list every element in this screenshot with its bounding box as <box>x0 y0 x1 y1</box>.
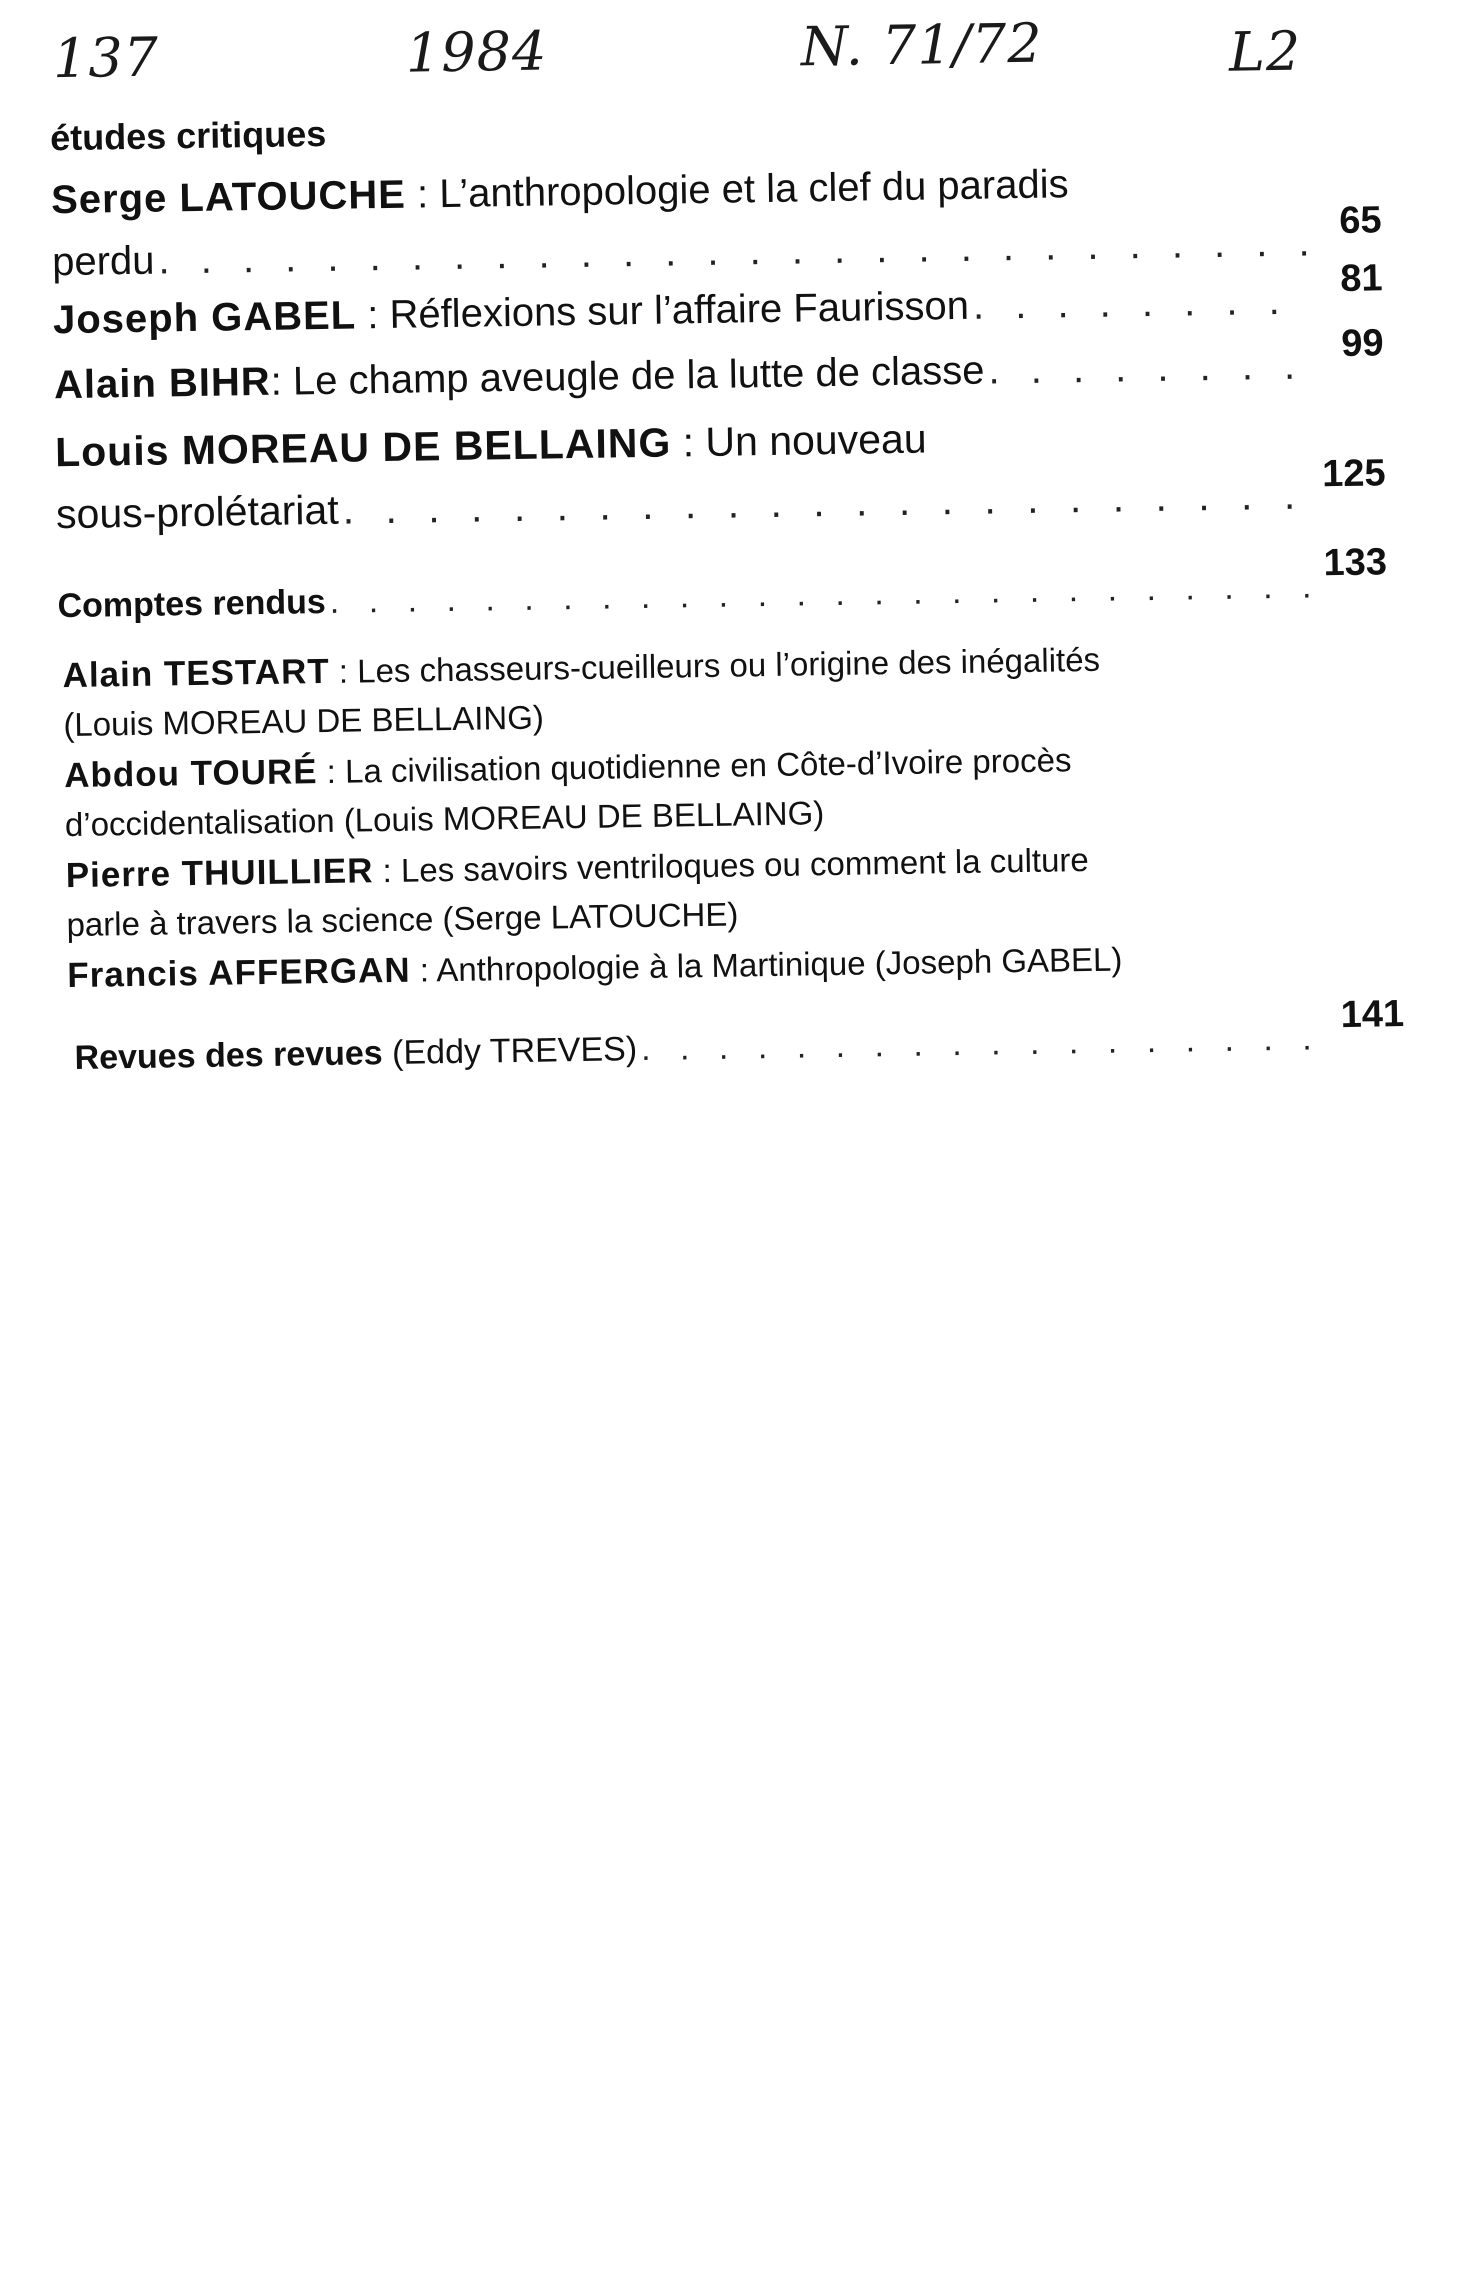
toc-text <box>74 1021 637 1086</box>
review-title: La civilisation quotidienne en Côte-d’Ivoire procès <box>344 741 1072 790</box>
toc-line <box>57 541 1388 634</box>
author-name: Joseph GABEL <box>52 293 357 343</box>
author-name: Abdou TOURÉ <box>63 752 318 796</box>
review-line: parle à travers la science (Serge LATOUCHE) <box>66 895 739 944</box>
author-name: Alain BIHR <box>53 359 272 408</box>
toc-text: Alain BIHR: Le champ aveugle de la lutte de classe <box>53 348 985 408</box>
review-title: Anthropologie à la Martinique (Joseph GABEL) <box>436 940 1123 989</box>
dot-leader <box>329 558 1313 629</box>
review-item <box>64 732 1265 849</box>
review-title: Les savoirs ventriloques ou comment la culture <box>400 841 1090 889</box>
handwritten-year: 1984 <box>405 19 548 85</box>
page-number: 125 <box>1321 452 1386 496</box>
article-title: L’anthropologie et la clef du paradis <box>438 162 1069 217</box>
handwritten-number: 137 <box>52 25 160 91</box>
article-title: Le champ aveugle de la lutte de classe <box>292 348 985 404</box>
article-title-continued: sous-prolétariat <box>55 486 339 538</box>
toc-entry <box>55 400 1387 547</box>
handwritten-issue: N. 71/72 <box>800 11 1044 79</box>
handwritten-code: L2 <box>1228 19 1302 84</box>
author-name: Francis AFFERGAN <box>67 950 411 996</box>
dot-leader <box>972 269 1309 336</box>
toc-line <box>74 993 1405 1086</box>
page-number: 81 <box>1339 257 1383 300</box>
article-title: Un nouveau <box>705 415 927 465</box>
page-number: 65 <box>1339 199 1382 242</box>
toc-text: Serge LATOUCHE : L’anthropologie et la clef du paradis <box>50 162 1069 223</box>
review-line: Pierre THUILLIER : Les savoirs ventriloques ou comment la culture <box>65 841 1090 896</box>
revues-des-revues <box>74 993 1405 1086</box>
review-title: Les chasseurs-cueilleurs ou l’origine des inégalités <box>356 640 1101 690</box>
revues-label: Revues des revues <box>74 1034 383 1077</box>
toc-text: Joseph GABEL : Réflexions sur l’affaire Faurisson <box>52 283 970 343</box>
author-name: Serge LATOUCHE <box>50 172 407 223</box>
page-number: 133 <box>1323 541 1388 585</box>
review-line: d’occidentalisation (Louis MOREAU DE BELLAING) <box>64 794 825 844</box>
review-line: Abdou TOURÉ : La civilisation quotidienne en Côte-d’Ivoire procès <box>63 741 1072 796</box>
author-name: Alain TESTART <box>62 651 330 696</box>
toc-text: Louis MOREAU DE BELLAING : Un nouveau <box>54 415 927 476</box>
article-title: Réflexions sur l’affaire Faurisson <box>389 283 970 337</box>
page-number: 99 <box>1340 322 1384 365</box>
dot-leader <box>641 1010 1331 1077</box>
author-name: Pierre THUILLIER <box>65 851 374 896</box>
section-title: études critiques <box>49 112 327 159</box>
review-line: Francis AFFERGAN : Anthropologie à la Martinique (Joseph GABEL) <box>67 940 1123 996</box>
comptes-rendus-heading <box>57 541 1388 634</box>
review-item <box>62 632 1263 749</box>
comptes-rendus-label: Comptes rendus <box>57 582 327 626</box>
author-name: Louis MOREAU DE BELLAING <box>54 419 672 476</box>
article-title-continued: perdu <box>51 238 155 285</box>
review-item <box>65 832 1266 949</box>
page-number: 141 <box>1340 993 1405 1037</box>
review-line: Alain TESTART : Les chasseurs-cueilleurs ou l’origine des inégalités <box>62 640 1101 696</box>
revues-reviewer: (Eddy TREVES) <box>391 1030 638 1072</box>
dot-leader <box>988 334 1310 401</box>
review-line: (Louis MOREAU DE BELLAING) <box>63 698 545 744</box>
